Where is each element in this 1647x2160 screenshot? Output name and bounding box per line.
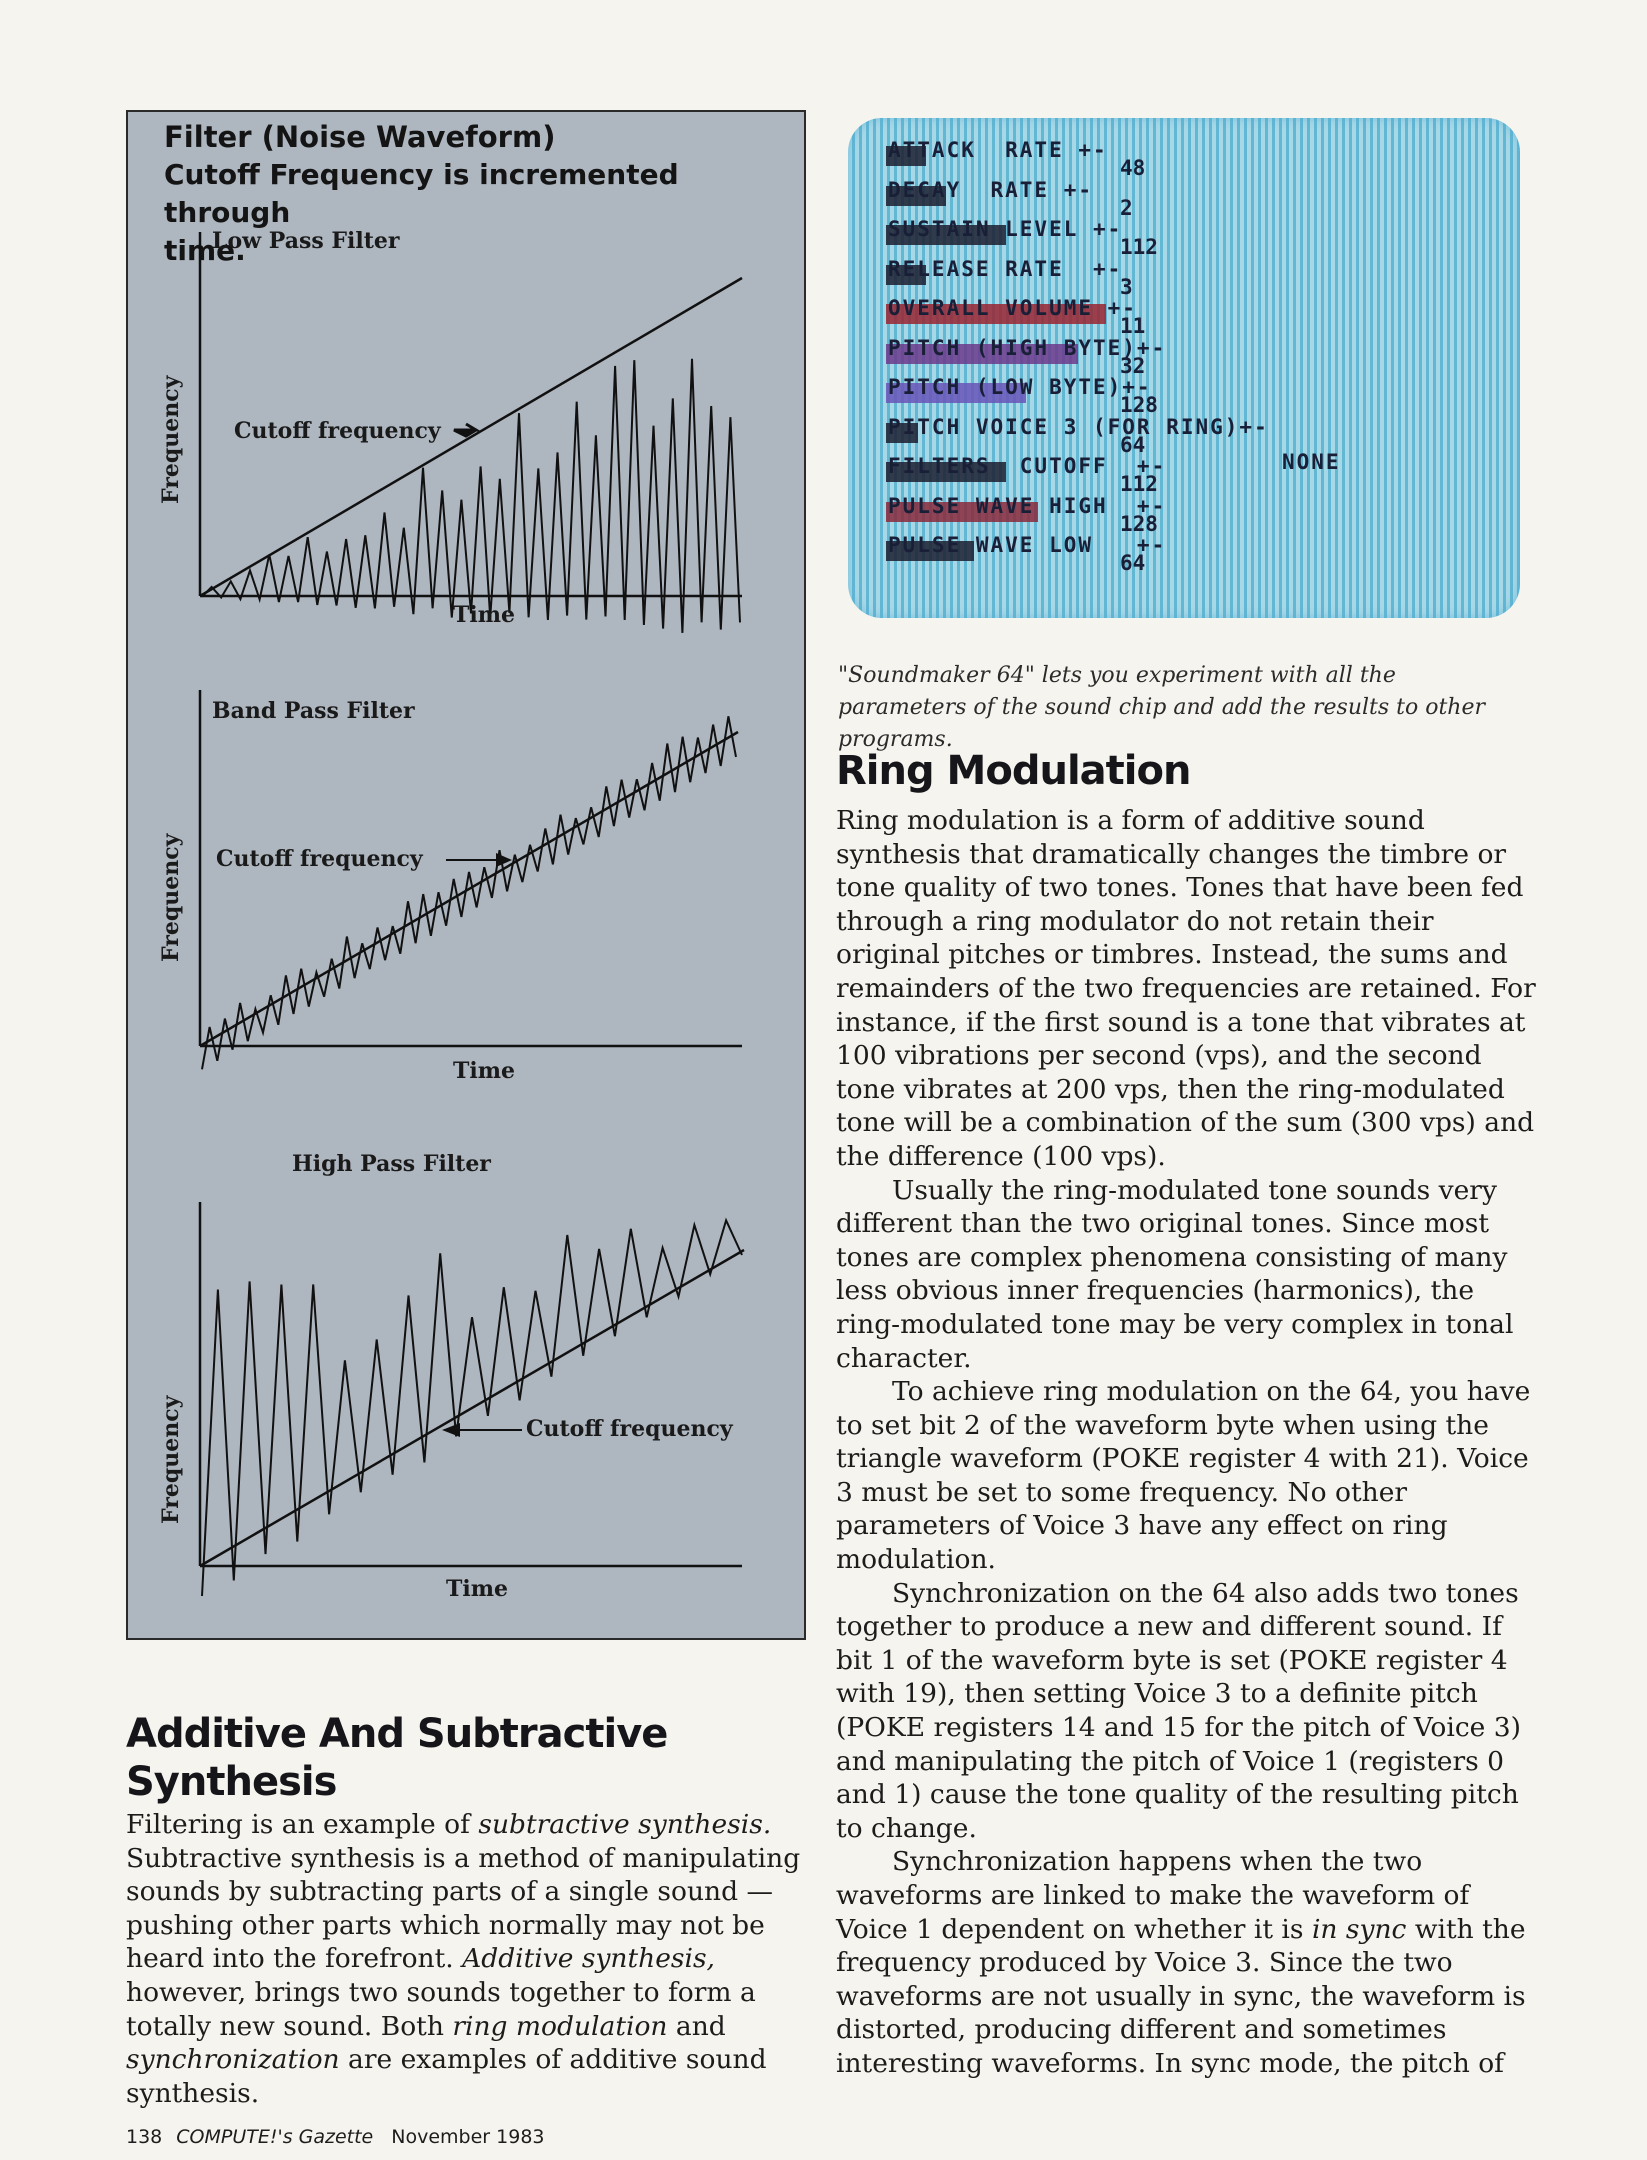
- parameter-value: 48: [1120, 156, 1146, 180]
- ring-modulation-text: [836, 804, 1536, 2081]
- parameter-label: FILTERS CUTOFF +-: [888, 454, 1167, 478]
- additive-text-1: Filtering is an example of: [126, 1809, 479, 1840]
- parameter-value: 128: [1120, 393, 1158, 417]
- parameter-label: PULSE WAVE HIGH +-: [888, 493, 1167, 518]
- additive-italic-4: synchronization: [126, 2044, 340, 2076]
- parameter-value: 32: [1120, 353, 1146, 378]
- low-pass-xlabel: Time: [453, 602, 516, 628]
- low-pass-panel: [158, 228, 742, 633]
- parameter-label: PITCH (LOW BYTE)+-: [888, 375, 1152, 399]
- low-pass-waveform: [202, 359, 740, 633]
- ring-paragraph-1: Ring modulation is a form of additive sound synthesis that dramatically changes the timbre or tone quality of two tones. Tones that have been fed through a ring modulator do not retain their original pitches or timbres. Instead, the sums and remainders of the two frequencies are retained. For instance, if the first sound is a tone that vibrates at 100 vibrations per second (vps), and the second tone vibrates at 200 vps, then the ring-modulated tone will be a combination of the sum (300 vps) and the difference (100 vps).: [836, 805, 1536, 1172]
- band-pass-panel: [158, 690, 742, 1084]
- ring-p5-italic: in sync: [1311, 1913, 1407, 1945]
- additive-text-4: and: [667, 2010, 726, 2042]
- parameter-label: ATTACK RATE +-: [888, 138, 1108, 162]
- magazine-name: COMPUTE!'s Gazette: [176, 2126, 374, 2148]
- filter-diagram: [128, 112, 804, 1638]
- filter-figure: [126, 110, 806, 1640]
- ring-modulation-heading: Ring Modulation: [836, 748, 1191, 794]
- ring-paragraph-2: Usually the ring-modulated tone sounds very different than the two original tones. Since most tones are complex phenomena consisting of many less obvious inner frequencies (harmonics), the ring-modulated tone may be very complex in tonal character.: [836, 1174, 1514, 1374]
- parameter-label: RELEASE RATE +-: [888, 256, 1123, 281]
- band-pass-xlabel: Time: [453, 1058, 516, 1084]
- parameter-value: 64: [1120, 551, 1146, 575]
- ring-paragraph-5: [836, 1845, 1536, 2080]
- status-none: NONE: [1282, 450, 1341, 474]
- page-footer: [126, 2126, 545, 2148]
- additive-heading: [126, 1710, 766, 1806]
- figure-subtitle-2: time.: [164, 234, 246, 267]
- parameter-value: 11: [1120, 314, 1146, 338]
- figure-title-main: Filter (Noise Waveform): [164, 120, 556, 154]
- parameter-label: OVERALL VOLUME +-: [888, 296, 1137, 320]
- parameter-value: 128: [1120, 511, 1158, 536]
- high-pass-cutoff-label: Cutoff frequency: [526, 1416, 733, 1442]
- parameter-value: 112: [1120, 235, 1158, 259]
- additive-paragraph: [126, 1808, 816, 2110]
- parameter-label: SUSTAIN LEVEL +-: [888, 217, 1123, 241]
- parameter-value: 3: [1120, 274, 1133, 299]
- parameter-label: PULSE WAVE LOW +-: [888, 533, 1167, 557]
- parameter-value: 64: [1120, 432, 1146, 457]
- issue-date: November 1983: [391, 2126, 545, 2148]
- high-pass-title: High Pass Filter: [292, 1151, 491, 1177]
- band-pass-waveform: [202, 716, 736, 1069]
- ring-p5-text-b: with the frequency produced by Voice 3. Since the two waveforms are not usually in sync, the waveform is distorted, producing different and sometimes interesting waveforms. In sync mode, the pitch of: [836, 1913, 1526, 2079]
- additive-italic-2: Additive synthesis,: [462, 1943, 715, 1975]
- ring-paragraph-4: Synchronization on the 64 also adds two tones together to produce a new and different sound. If bit 1 of the waveform byte is set (POKE register 4 with 19), then setting Voice 3 to a definite pitch (POKE registers 14 and 15 for the pitch of Voice 3) and manipulating the pitch of Voice 1 (registers 0 and 1) cause the tone quality of the resulting pitch to change.: [836, 1577, 1521, 1844]
- additive-italic-1: subtractive synthesis.: [478, 1809, 772, 1840]
- parameter-label: PITCH VOICE 3 (FOR RING)+-: [888, 414, 1269, 439]
- band-pass-cutoff-line: [200, 732, 738, 1046]
- additive-text-3: however, brings two sounds together to form a totally new sound. Both: [126, 1976, 756, 2042]
- screen-caption: "Soundmaker 64" lets you experiment with all the parameters of the sound chip and add the results to other programs.: [838, 663, 1486, 752]
- parameter-label: PITCH (HIGH BYTE)+-: [888, 335, 1167, 360]
- low-pass-arrow: [454, 424, 476, 436]
- page-number: 138: [126, 2126, 163, 2148]
- high-pass-xlabel: Time: [446, 1576, 509, 1602]
- high-pass-panel: [158, 1151, 744, 1602]
- low-pass-title: Low Pass Filter: [212, 228, 400, 254]
- parameter-label: DECAY RATE +-: [888, 177, 1094, 202]
- additive-text-2: Subtractive synthesis is a method of manipulating sounds by subtracting parts of a single sound — pushing other parts which normally may not be heard into the forefront.: [126, 1842, 801, 1975]
- band-pass-cutoff-label: Cutoff frequency: [216, 846, 423, 872]
- soundmaker-screen: [848, 118, 1520, 618]
- low-pass-ylabel: Frequency: [158, 375, 184, 504]
- low-pass-cutoff-label: Cutoff frequency: [234, 418, 441, 444]
- additive-heading-line1: Additive And Subtractive: [126, 1711, 668, 1757]
- ring-paragraph-3: To achieve ring modulation on the 64, you have to set bit 2 of the waveform byte when using the triangle waveform (POKE register 4 with 21). Voice 3 must be set to some frequency. No other parameters of Voice 3 have any effect on ring modulation.: [836, 1376, 1531, 1576]
- additive-heading-line2: Synthesis: [126, 1759, 337, 1805]
- additive-text: [126, 1808, 816, 2110]
- ring-p5-text-a: Synchronization happens when the two waveforms are linked to make the waveform of Voice 1 dependent on whether it is: [836, 1846, 1470, 1945]
- band-pass-ylabel: Frequency: [158, 833, 184, 962]
- parameter-value: 2: [1120, 195, 1133, 220]
- figure-subtitle-1: Cutoff Frequency is incremented through: [164, 158, 679, 229]
- additive-text-5: are examples of additive sound synthesis.: [126, 2044, 767, 2109]
- additive-italic-3: ring modulation: [452, 2010, 668, 2042]
- parameter-value: 112: [1120, 472, 1158, 496]
- band-pass-title: Band Pass Filter: [212, 698, 415, 724]
- high-pass-ylabel: Frequency: [158, 1395, 184, 1524]
